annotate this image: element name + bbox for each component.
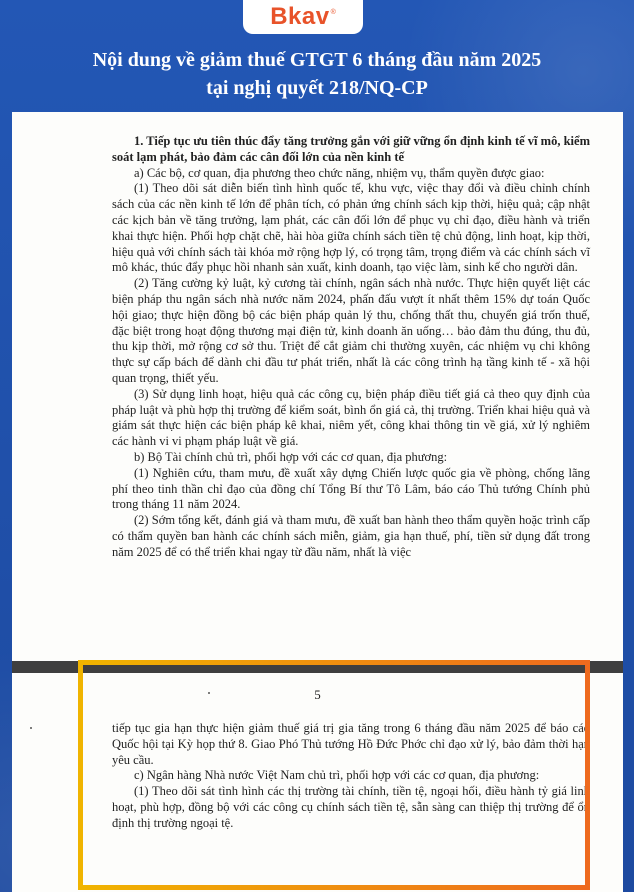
paragraph-b2-cont: tiếp tục gia hạn thực hiện giảm thuế giá trị gia tăng trong 6 tháng đầu năm 2025 để báo cáo Quốc hội tại Kỳ họp thứ 8. Giao Phó Thủ tướng Hồ Đức Phớc chỉ đạo xử lý, bảo đảm thời hạn yêu cầu.: [112, 721, 590, 767]
bkav-logo: [243, 0, 363, 34]
title-line-2: tại nghị quyết 218/NQ-CP: [206, 77, 428, 99]
highlight-frame: [78, 660, 590, 890]
paragraph-a3: (3) Sử dụng linh hoạt, hiệu quả các công cụ, biện pháp điều tiết giá cả theo quy định của pháp luật và phù hợp thị trường để kiểm soát, bình ổn giá cả, thị trường. Triển khai hiệu quả và giám sát thực hiện các biện pháp kê khai, niêm yết, công khai thông tin về giá, xử lý nghiêm các hành vi vi phạm pháp luật về giá.: [112, 386, 590, 449]
title-line-1: Nội dung về giảm thuế GTGT 6 tháng đầu năm 2025: [92, 49, 542, 71]
document-scan: [12, 112, 623, 892]
page-title: [0, 46, 634, 102]
paragraph-a1: (1) Theo dõi sát diễn biến tình hình quốc tế, khu vực, việc thay đổi và điều chỉnh chính sách của các nền kinh tế lớn để phân tích, có phản ứng chính sách kịp thời, hiệu quả; cập nhật các kịch bản về tăng trưởng, lạm phát, các cân đối lớn để phục vụ chỉ đạo, điều hành và triển khai thực hiện. Phối hợp chặt chẽ, hài hòa giữa chính sách tiền tệ chủ động, linh hoạt, kịp thời, hiệu quả với chính sách tài khóa mở rộng hợp lý, có trọng tâm, trọng điểm và các chính sách vĩ mô khác, thúc đẩy phục hồi nhanh sản xuất, kinh doanh, tạo việc làm, sinh kế cho người dân.: [112, 181, 590, 275]
document-page-1: [112, 134, 590, 561]
paragraph-c: c) Ngân hàng Nhà nước Việt Nam chủ trì, phối hợp với các cơ quan, địa phương:: [134, 768, 540, 783]
scan-speck: [30, 727, 32, 729]
logo-text: Bkav: [270, 3, 330, 30]
registered-mark: ®: [330, 8, 336, 16]
section-heading: 1. Tiếp tục ưu tiên thúc đẩy tăng trưởng gắn với giữ vững ổn định kinh tế vĩ mô, kiểm soát lạm phát, bảo đảm các cân đối lớn của nền kinh tế: [112, 134, 590, 164]
paragraph-b: b) Bộ Tài chính chủ trì, phối hợp với các cơ quan, địa phương:: [134, 449, 448, 464]
paragraph-b1: (1) Nghiên cứu, tham mưu, đề xuất xây dựng Chiến lược quốc gia về phòng, chống lãng phí theo tinh thần chỉ đạo của đồng chí Tổng Bí thư Tô Lâm, báo cáo Thủ tướng Chính phủ trong tháng 11 năm 2024.: [112, 465, 590, 512]
paragraph-c1: (1) Theo dõi sát tình hình các thị trường tài chính, tiền tệ, ngoại hối, điều hành tỷ giá linh hoạt, phù hợp, đồng bộ với các công cụ chính sách tiền tệ, sẵn sàng can thiệp thị trường để ổn định thị trường ngoại tệ.: [112, 784, 590, 830]
paragraph-b2: (2) Sớm tổng kết, đánh giá và tham mưu, đề xuất ban hành theo thẩm quyền hoặc trình cấp có thẩm quyền ban hành các chính sách miễn, giảm, gia hạn thuế, phí, tiền sử dụng đất trong năm 2025 để có thể triển khai ngay từ đầu năm, nhất là việc: [112, 513, 590, 559]
paragraph-a: a) Các bộ, cơ quan, địa phương theo chức năng, nhiệm vụ, thẩm quyền được giao:: [134, 165, 545, 180]
page-number: 5: [314, 687, 321, 702]
paragraph-a2: (2) Tăng cường kỷ luật, kỷ cương tài chính, ngân sách nhà nước. Thực hiện quyết liệt các biện pháp thu ngân sách nhà nước năm 2024, phấn đấu vượt ít nhất thêm 15% dự toán Quốc hội giao; thực hiện đồng bộ các biện pháp quản lý thu, chống thất thu, chuyển giá trốn thuế, đặc biệt trong hoạt động thương mại điện tử, kinh doanh ăn uống… bảo đảm thu đúng, thu đủ, thu kịp thời, mở rộng cơ sở thu. Triệt để cắt giảm chi thường xuyên, các nhiệm vụ chi không thực sự cấp bách để dành chi đầu tư phát triển, nhất là các công trình hạ tầng kinh tế - xã hội quan trọng, thiết yếu.: [112, 276, 590, 385]
